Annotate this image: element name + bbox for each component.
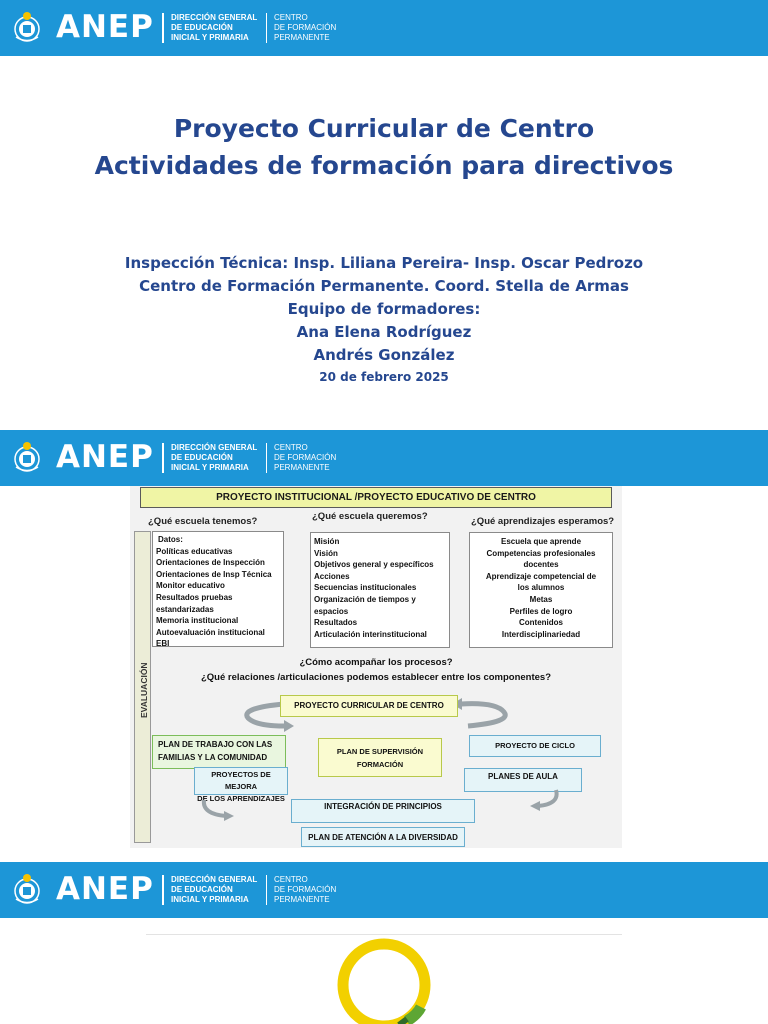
slide-credits	[0, 252, 768, 387]
proyectos-mejora-box: PROYECTOS DE MEJORA DE LOS APRENDIZAJES	[194, 767, 288, 795]
centro-line: Centro de Formación Permanente. Coord. Stella de Armas	[139, 277, 629, 295]
slide-title: Proyecto Curricular de Centro Actividades de formación para directivos	[94, 114, 674, 180]
institutional-project-diagram	[130, 486, 622, 848]
diagram-header: PROYECTO INSTITUCIONAL /PROYECTO EDUCATIVO DE CENTRO	[140, 487, 612, 508]
header-banner	[0, 430, 768, 486]
aprendizajes-esperamos-box: Escuela que aprende Competencias profesionales docentes Aprendizaje competencial de los alumnos Metas Perfiles de logro Contenidos Interdisciplinariedad	[469, 532, 613, 648]
centro-formacion-text: CENTRO DE FORMACIÓN PERMANENTE	[274, 443, 337, 472]
question-heading: ¿Qué escuela tenemos?	[148, 516, 258, 527]
direccion-general-text: DIRECCIÓN GENERAL DE EDUCACIÓN INICIAL Y PRIMARIA	[171, 443, 258, 472]
question-heading: ¿Qué escuela queremos?	[312, 511, 428, 522]
supervision-box: PLAN DE SUPERVISIÓN FORMACIÓN	[318, 738, 442, 777]
evaluacion-label: EVALUACIÓN	[139, 662, 149, 718]
slide-date: 20 de febrero 2025	[319, 370, 449, 384]
logo-divider	[266, 13, 267, 43]
question-relaciones: ¿Qué relaciones /articulaciones podemos establecer entre los componentes?	[200, 672, 552, 683]
diagram-slide	[0, 486, 768, 848]
direccion-general-text: DIRECCIÓN GENERAL DE EDUCACIÓN INICIAL Y PRIMARIA	[171, 875, 258, 904]
logo-divider	[162, 875, 164, 905]
ring-graphic-icon	[329, 935, 439, 1024]
escuela-queremos-box: Misión Visión Objetivos general y específicos Acciones Secuencias institucionales Organización de tiempos y espacios Resultados Articulación interinstitucional	[310, 532, 450, 648]
diversidad-box: PLAN DE ATENCIÓN A LA DIVERSIDAD	[301, 827, 465, 847]
anep-logo-text: ANEP	[56, 439, 154, 475]
equipo-line: Equipo de formadores:	[287, 300, 481, 318]
uruguay-emblem-icon	[12, 441, 42, 474]
plan-familias-box: PLAN DE TRABAJO CON LAS FAMILIAS Y LA COMUNIDAD	[152, 735, 286, 769]
formador-name: Ana Elena Rodríguez	[296, 323, 472, 341]
anep-logo-text: ANEP	[56, 9, 154, 45]
logo-divider	[162, 443, 164, 473]
header-banner	[0, 0, 768, 56]
question-heading: ¿Qué aprendizajes esperamos?	[471, 516, 615, 527]
logo-divider	[162, 13, 164, 43]
anep-logo-text: ANEP	[56, 871, 154, 907]
uruguay-emblem-icon	[12, 11, 42, 44]
centro-formacion-text: CENTRO DE FORMACIÓN PERMANENTE	[274, 13, 337, 42]
inspeccion-line: Inspección Técnica: Insp. Liliana Pereira- Insp. Oscar Pedrozo	[124, 254, 644, 272]
formador-name: Andrés González	[313, 346, 455, 364]
header-banner	[0, 862, 768, 918]
title-slide	[0, 56, 768, 416]
pcc-box: PROYECTO CURRICULAR DE CENTRO	[280, 695, 458, 717]
logo-divider	[266, 443, 267, 473]
direccion-general-text: DIRECCIÓN GENERAL DE EDUCACIÓN INICIAL Y PRIMARIA	[171, 13, 258, 42]
planes-aula-box: PLANES DE AULA	[464, 768, 582, 792]
centro-formacion-text: CENTRO DE FORMACIÓN PERMANENTE	[274, 875, 337, 904]
question-acompanar: ¿Cómo acompañar los procesos?	[299, 657, 453, 668]
uruguay-emblem-icon	[12, 873, 42, 906]
logo-divider	[266, 875, 267, 905]
partial-slide	[0, 918, 768, 1024]
proyecto-ciclo-box: PROYECTO DE CICLO	[469, 735, 601, 757]
integracion-box: INTEGRACIÓN DE PRINCIPIOS	[291, 799, 475, 823]
escuela-tenemos-box: Datos: Políticas educativas Orientaciones de Inspección Orientaciones de Insp Técnica Monitor educativo Resultados pruebas estandarizadas Memoria institucional Autoevaluación institucional EBI	[152, 531, 284, 647]
